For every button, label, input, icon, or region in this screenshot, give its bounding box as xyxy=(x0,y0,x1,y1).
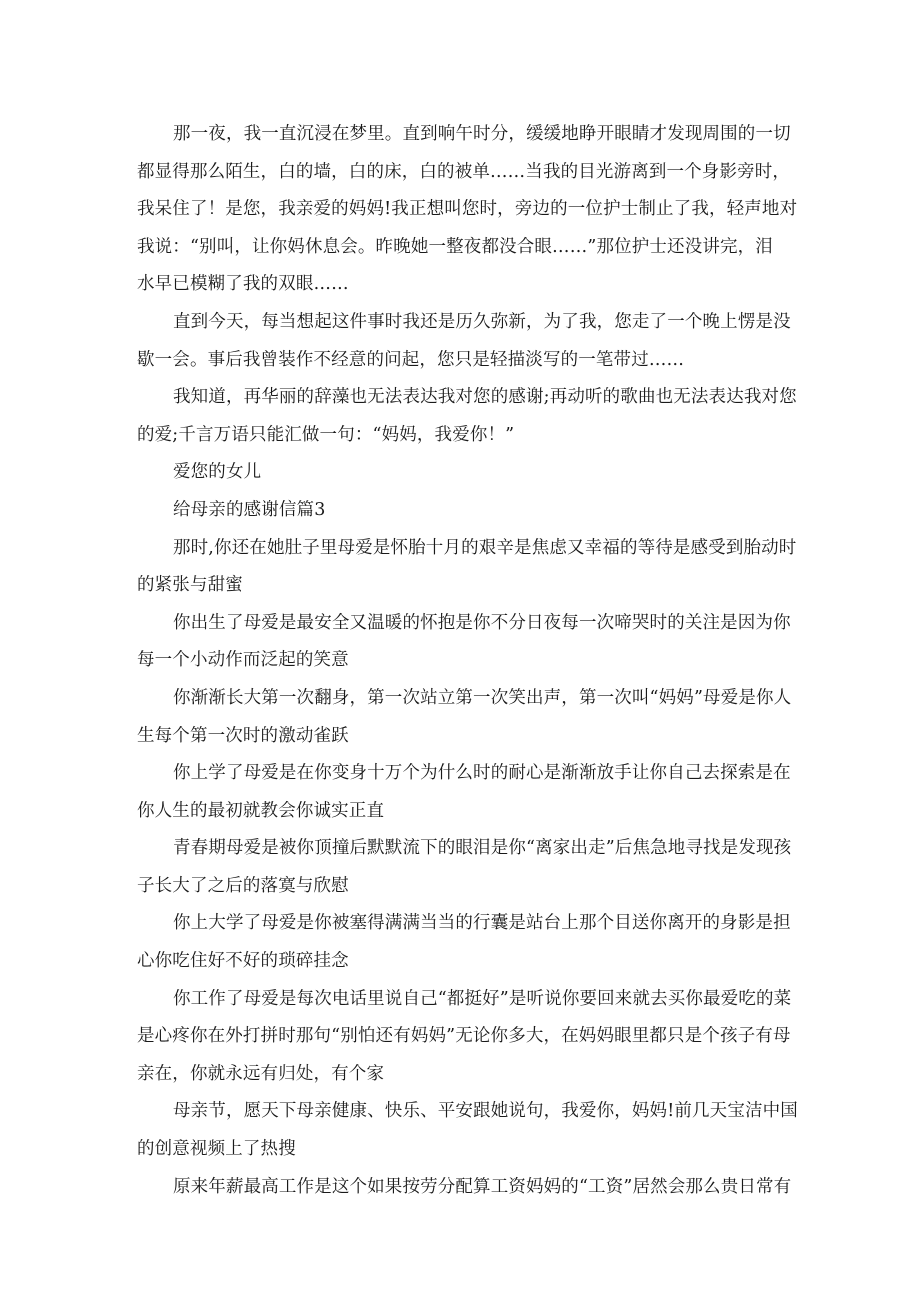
paragraph xyxy=(137,680,792,755)
text-line: 亲在，你就永远有归处，有个家 xyxy=(137,1063,385,1084)
paragraph xyxy=(137,116,798,304)
paragraph xyxy=(137,605,791,680)
paragraph xyxy=(137,1169,792,1207)
text-line: 你出生了母爱是最安全又温暖的怀抱是你不分日夜每一次啼哭时的关注是因为你 xyxy=(173,612,791,633)
text-line: 你渐渐长大第一次翻身，第一次站立第一次笑出声，第一次叫“妈妈”母爱是你人 xyxy=(173,687,792,708)
text-line: 你上大学了母爱是你被塞得满满当当的行囊是站台上那个目送你离开的身影是担 xyxy=(173,913,791,934)
text-line: 青春期母爱是被你顶撞后默默流下的眼泪是你“离家出走”后焦急地寻找是发现孩 xyxy=(173,838,792,859)
paragraph xyxy=(137,905,791,980)
text-line: 你人生的最初就教会你诚实正直 xyxy=(137,800,385,821)
text-line: 我呆住了！是您，我亲爱的妈妈!我正想叫您时，旁边的一位护士制止了我，轻声地对 xyxy=(137,199,798,220)
document-page xyxy=(137,116,798,1206)
paragraph xyxy=(137,530,797,605)
text-line: 都显得那么陌生，白的墙，白的床，白的被单……当我的目光游离到一个身影旁时， xyxy=(137,161,791,182)
paragraph xyxy=(137,454,783,492)
text-line: 那一夜，我一直沉浸在梦里。直到响午时分，缓缓地睁开眼睛才发现周围的一切 xyxy=(173,124,791,144)
text-line: 那时,你还在她肚子里母爱是怀胎十月的艰辛是焦虑又幸福的等待是感受到胎动时 xyxy=(173,537,797,558)
text-line: 歇一会。事后我曾装作不经意的问起，您只是轻描淡写的一笔带过…… xyxy=(137,349,685,370)
text-line: 给母亲的感谢信篇3 xyxy=(173,499,326,520)
paragraph xyxy=(137,492,783,530)
text-line: 爱您的女儿 xyxy=(173,462,262,483)
text-line: 原来年薪最高工作是这个如果按劳分配算工资妈妈的“工资”居然会那么贵日常有 xyxy=(173,1176,792,1197)
text-line: 每一个小动作而泛起的笑意 xyxy=(137,650,349,671)
paragraph xyxy=(137,981,792,1094)
paragraph xyxy=(137,755,791,830)
text-line: 的创意视频上了热搜 xyxy=(137,1139,296,1160)
paragraph xyxy=(137,830,792,905)
paragraph xyxy=(137,379,797,454)
text-line: 我知道，再华丽的辞藻也无法表达我对您的感谢;再动听的歌曲也无法表达我对您 xyxy=(173,387,797,408)
text-line: 心你吃住好不好的琐碎挂念 xyxy=(137,951,349,972)
text-line: 直到今天，每当想起这件事时我还是历久弥新，为了我，您走了一个晚上愣是没 xyxy=(173,311,791,332)
paragraph xyxy=(137,1093,798,1168)
text-line: 的紧张与甜蜜 xyxy=(137,575,243,596)
text-line: 子长大了之后的落寞与欣慰 xyxy=(137,875,349,896)
text-line: 母亲节，愿天下母亲健康、快乐、平安跟她说句，我爱你，妈妈!前几天宝洁中国 xyxy=(173,1101,798,1122)
text-line: 水早已模糊了我的双眼…… xyxy=(137,274,349,295)
text-line: 生每个第一次时的激动雀跃 xyxy=(137,725,349,746)
text-line: 是心疼你在外打拼时那句“别怕还有妈妈”无论你多大，在妈妈眼里都只是个孩子有母 xyxy=(137,1026,791,1047)
text-line: 你工作了母爱是每次电话里说自己“都挺好”是听说你要回来就去买你最爱吃的菜 xyxy=(173,988,792,1009)
paragraph xyxy=(137,304,791,379)
text-line: 你上学了母爱是在你变身十万个为什么时的耐心是渐渐放手让你自己去探索是在 xyxy=(173,763,791,784)
text-line: 我说：“别叫，让你妈休息会。昨晚她一整夜都没合眼……”那位护士还没讲完，泪 xyxy=(137,236,773,257)
text-line: 的爱;千言万语只能汇做一句：“妈妈，我爱你！” xyxy=(137,424,515,445)
